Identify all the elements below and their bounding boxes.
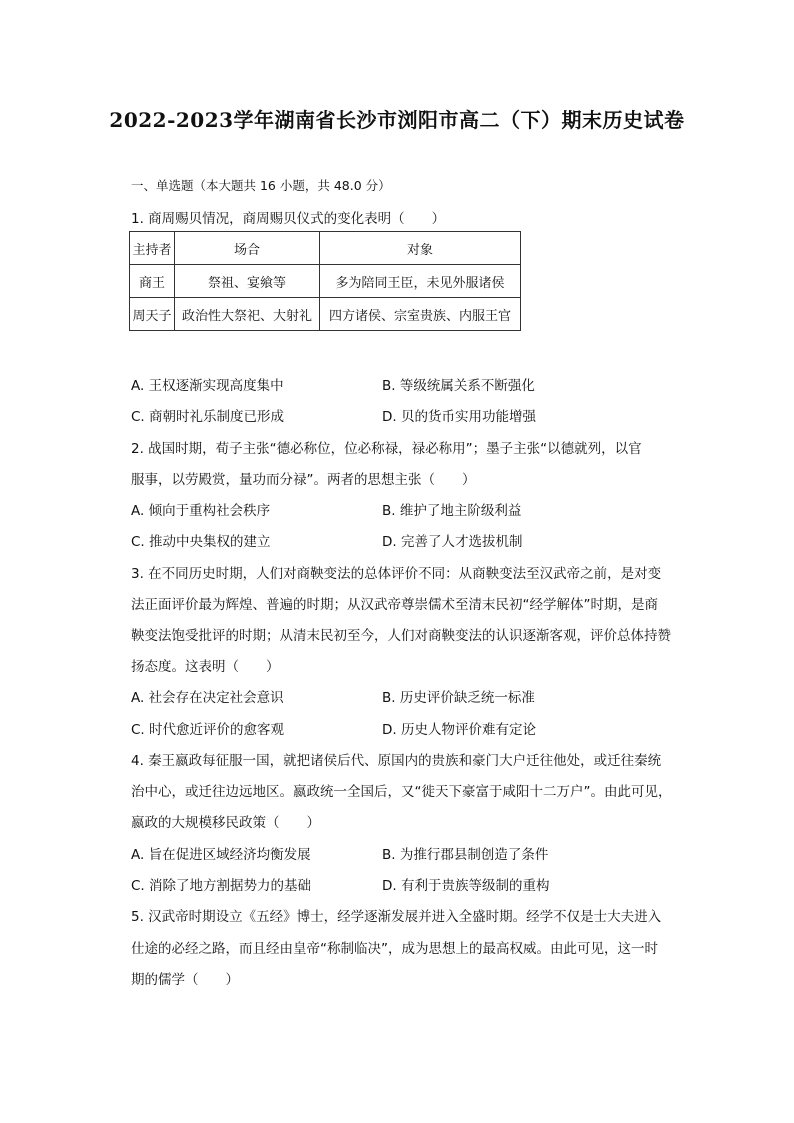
table-cell: 多为陪同王臣，未见外服诸侯	[320, 265, 521, 298]
question-3-option-d: D. 历史人物评价难有定论	[382, 722, 536, 738]
question-1-table	[129, 231, 521, 331]
question-5-stem-line-1: 5. 汉武帝时期设立《五经》博士，经学逐渐发展并进入全盛时期。经学不仅是士大夫进入	[131, 909, 662, 925]
question-4-stem-line-2: 治中心，或迁往边远地区。嬴政统一全国后，又“徙天下豪富于咸阳十二万户”。由此可见，	[131, 784, 672, 800]
table-cell: 祭祖、宴飨等	[175, 265, 320, 298]
question-4-option-b: B. 为推行郡县制创造了条件	[382, 847, 549, 863]
question-4-option-c: C. 消除了地方割据势力的基础	[131, 878, 312, 894]
table-row	[130, 298, 521, 331]
section-heading: 一、单选题（本大题共 16 小题，共 48.0 分）	[131, 178, 391, 193]
question-2-stem-line-1: 2. 战国时期，荀子主张“德必称位，位必称禄，禄必称用”；墨子主张“以德就列，以官	[131, 441, 642, 457]
question-4-option-d: D. 有利于贵族等级制的重构	[382, 878, 550, 894]
question-1-option-a: A. 王权逐渐实现高度集中	[131, 378, 284, 394]
question-2-option-b: B. 维护了地主阶级利益	[382, 503, 522, 519]
question-3-stem-line-2: 法正面评价最为辉煌、普遍的时期；从汉武帝尊崇儒术至清末民初“经学解体”时期，是商	[131, 597, 658, 613]
question-2-option-c: C. 推动中央集权的建立	[131, 534, 271, 550]
question-4-stem-line-3: 嬴政的大规模移民政策（ ）	[131, 815, 320, 831]
question-1-option-b: B. 等级统属关系不断强化	[382, 378, 535, 394]
question-4-stem-line-1: 4. 秦王嬴政每征服一国，就把诸侯后代、原国内的贵族和豪门大户迁往他处，或迁往秦统	[131, 753, 662, 769]
table-header-cell: 场合	[175, 232, 320, 265]
table-header-row	[130, 232, 521, 265]
page-title: 2022-2023学年湖南省长沙市浏阳市高二（下）期末历史试卷	[109, 108, 685, 132]
question-3-option-a: A. 社会存在决定社会意识	[131, 690, 284, 706]
question-3-stem-line-3: 鞅变法饱受批评的时期；从清末民初至今，人们对商鞅变法的认识逐渐客观，评价总体持赞	[131, 628, 671, 644]
question-5-stem-line-3: 期的儒学（ ）	[131, 972, 239, 988]
question-4-option-a: A. 旨在促进区域经济均衡发展	[131, 847, 311, 863]
question-3-stem-line-4: 扬态度。这表明（ ）	[131, 659, 280, 675]
question-2-option-d: D. 完善了人才选拔机制	[382, 534, 523, 550]
table-header-cell: 对象	[320, 232, 521, 265]
question-1-stem: 1. 商周赐贝情况，商周赐贝仪式的变化表明（ ）	[131, 211, 446, 227]
question-1-option-d: D. 贝的货币实用功能增强	[382, 409, 536, 425]
question-2-option-a: A. 倾向于重构社会秩序	[131, 503, 271, 519]
table-header-cell: 主持者	[130, 232, 175, 265]
question-3-option-b: B. 历史评价缺乏统一标准	[382, 690, 535, 706]
table-cell: 商王	[130, 265, 175, 298]
question-5-stem-line-2: 仕途的必经之路，而且经由皇帝“称制临决”，成为思想上的最高权威。由此可见，这一时	[131, 941, 658, 957]
question-2-stem-line-2: 服事，以劳殿赏，量功而分禄”。两者的思想主张（ ）	[131, 472, 476, 488]
table-cell: 周天子	[130, 298, 175, 331]
question-3-stem-line-1: 3. 在不同历史时期，人们对商鞅变法的总体评价不同：从商鞅变法至汉武帝之前，是对变	[131, 566, 662, 582]
table-row	[130, 265, 521, 298]
question-3-option-c: C. 时代愈近评价的愈客观	[131, 722, 285, 738]
question-1-option-c: C. 商朝时礼乐制度已形成	[131, 409, 285, 425]
table-cell: 政治性大祭祀、大射礼	[175, 298, 320, 331]
table-cell: 四方诸侯、宗室贵族、内服王官	[320, 298, 521, 331]
